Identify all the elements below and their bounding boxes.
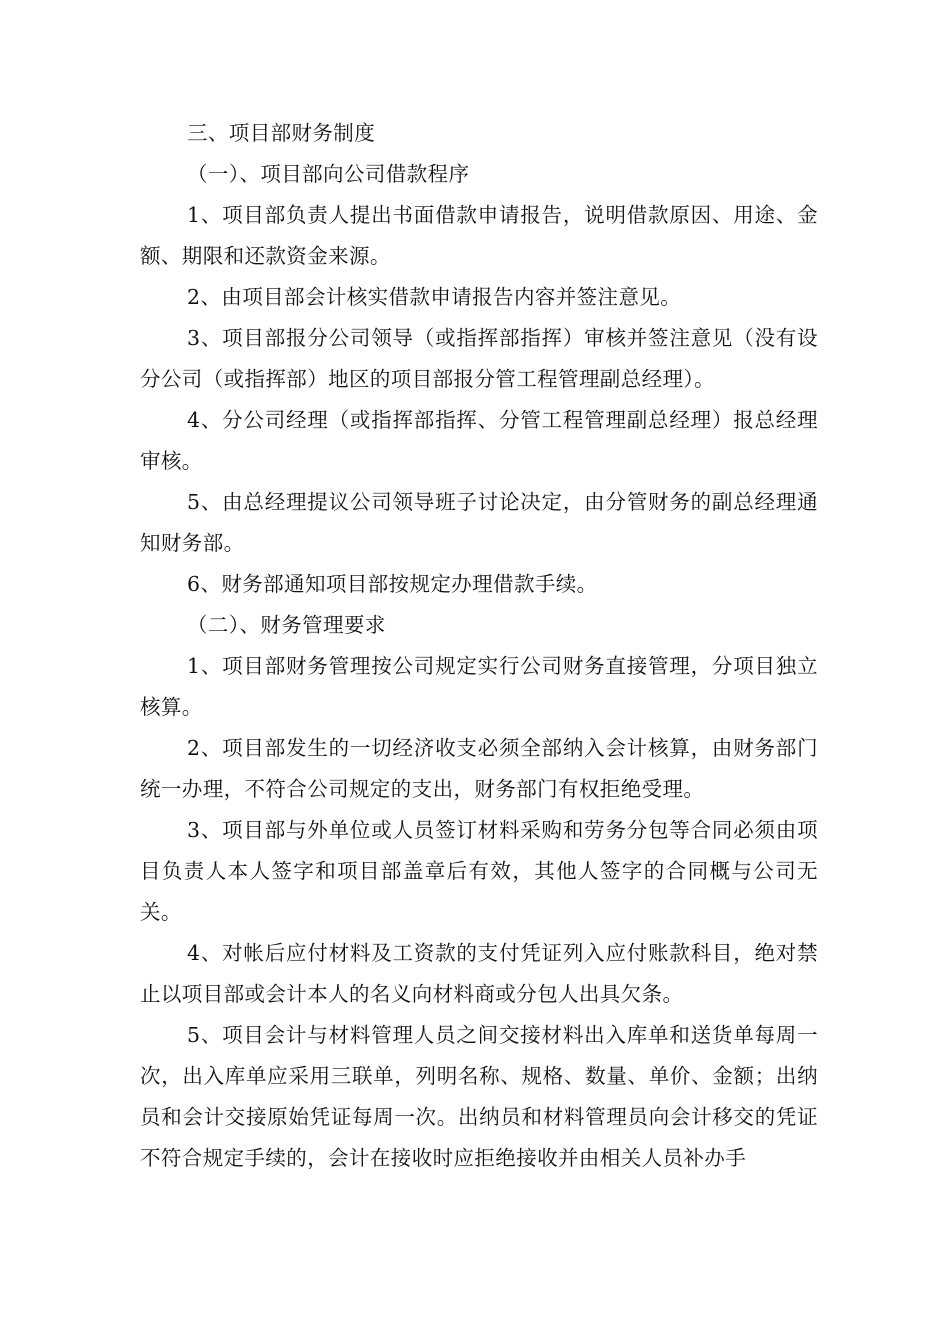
requirement-5: 5、项目会计与材料管理人员之间交接材料出入库单和送货单每周一次，出入库单应采用三联单，列明名称、规格、数量、单价、金额；出纳员和会计交接原始凭证每周一次。出纳员和材料管理员向会计移交的凭证不符合规定手续的，会计在接收时应拒绝接收并由相关人员补办手 <box>140 1023 818 1170</box>
requirement-4: 4、对帐后应付材料及工资款的支付凭证列入应付账款科目，绝对禁止以项目部或会计本人的名义向材料商或分包人出具欠条。 <box>140 941 818 1006</box>
borrowing-step-1: 1、项目部负责人提出书面借款申请报告，说明借款原因、用途、金额、期限和还款资金来源。 <box>140 203 818 268</box>
document-body <box>140 113 818 1179</box>
requirement-1: 1、项目部财务管理按公司规定实行公司财务直接管理，分项目独立核算。 <box>140 654 818 719</box>
borrowing-step-3: 3、项目部报分公司领导（或指挥部指挥）审核并签注意见（没有设分公司（或指挥部）地区的项目部报分管工程管理副总经理）。 <box>140 326 818 391</box>
borrowing-step-4: 4、分公司经理（或指挥部指挥、分管工程管理副总经理）报总经理审核。 <box>140 408 818 473</box>
subsection-title-requirements: （二）、财务管理要求 <box>187 613 386 637</box>
borrowing-step-2: 2、由项目部会计核实借款申请报告内容并签注意见。 <box>187 285 682 309</box>
borrowing-step-6: 6、财务部通知项目部按规定办理借款手续。 <box>187 572 598 596</box>
section-title: 三、项目部财务制度 <box>187 121 376 145</box>
requirement-3: 3、项目部与外单位或人员签订材料采购和劳务分包等合同必须由项目负责人本人签字和项目部盖章后有效，其他人签字的合同概与公司无关。 <box>140 818 818 924</box>
subsection-title-borrowing: （一）、项目部向公司借款程序 <box>187 162 470 186</box>
borrowing-step-5: 5、由总经理提议公司领导班子讨论决定，由分管财务的副总经理通知财务部。 <box>140 490 818 555</box>
requirement-2: 2、项目部发生的一切经济收支必须全部纳入会计核算，由财务部门统一办理，不符合公司规定的支出，财务部门有权拒绝受理。 <box>140 736 818 801</box>
